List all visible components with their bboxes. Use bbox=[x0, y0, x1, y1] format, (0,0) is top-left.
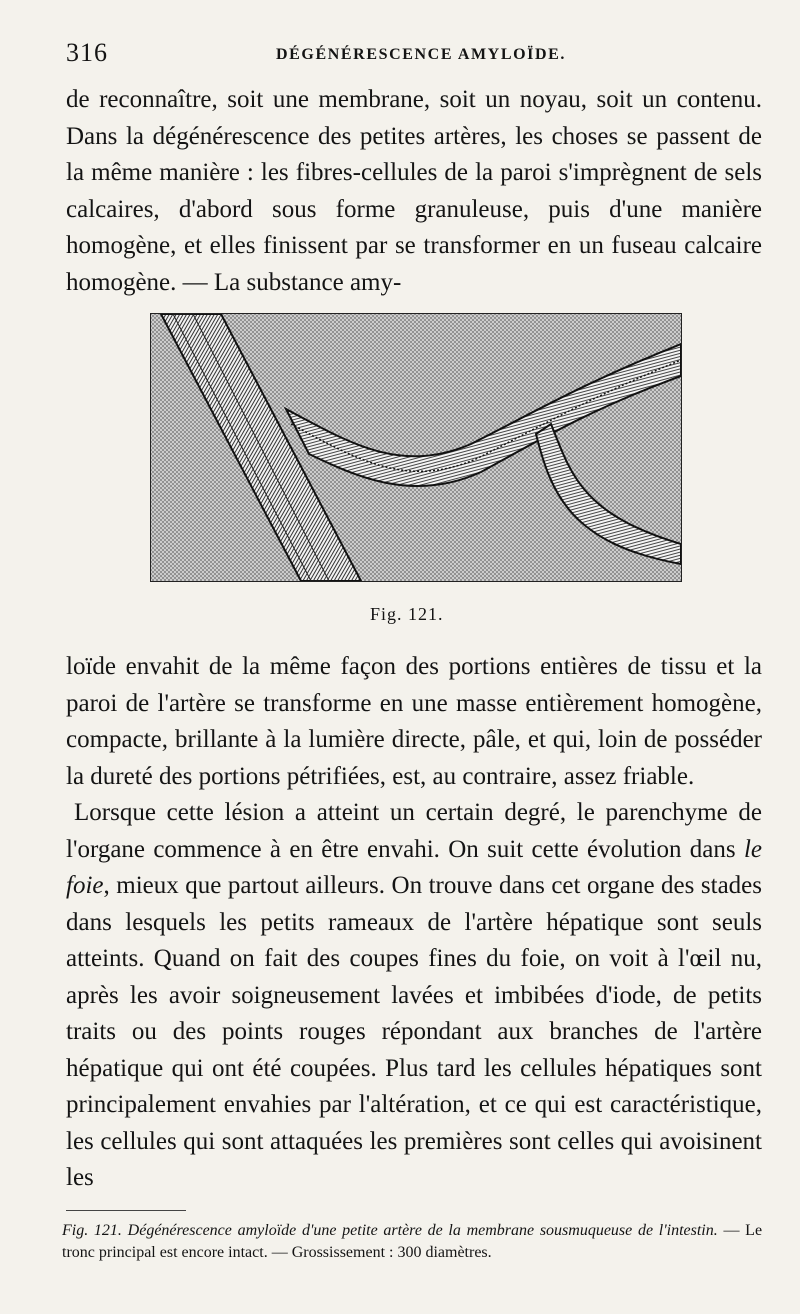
text-block-bottom bbox=[66, 649, 762, 1197]
text-run: , mieux que partout ailleurs. On trouve dans cet organe des stades dans lesquels les petits rameaux de l'artère hépatique sont seuls atteints. Quand on fait des coupes fines du foie, on voit à l'œil nu, après les avoir soigneusement lavées et imbibées d'iode, de petits traits ou des points rouges répondant aux branches de l'artère hépatique qui ont été coupées. Plus tard les cellules hépatiques sont principalement envahies par l'altération, et ce qui est caractéristique, les cellules qui sont attaquées les premières sont celles qui avoisinent les bbox=[66, 872, 762, 1191]
text-block-top bbox=[66, 82, 762, 301]
figure-caption-footnote bbox=[62, 1220, 762, 1264]
paragraph: de reconnaître, soit une membrane, soit un noyau, soit un contenu. Dans la dégénérescence des petites artères, les choses se passent de la même manière : les fibres-cellules de la paroi s'imprègnent de sels calcaires, d'abord sous forme granuleuse, puis d'une manière homogène, et elles finissent par se transformer en un fuseau calcaire homogène. — La substance amy- bbox=[66, 86, 762, 296]
italic-term: le foie bbox=[66, 835, 762, 899]
page-header bbox=[66, 38, 764, 70]
paragraph bbox=[66, 795, 762, 1197]
footnote-divider bbox=[66, 1210, 186, 1211]
artery-illustration bbox=[151, 314, 681, 581]
figure-artery-engraving bbox=[150, 313, 682, 582]
paragraph: loïde envahit de la même façon des portions entières de tissu et la paroi de l'artère se transforme en une masse entièrement homogène, compacte, brillante à la lumière directe, pâle, et qui, loin de posséder la dureté des portions pétrifiées, est, au contraire, assez friable. bbox=[66, 653, 762, 790]
page-number: 316 bbox=[66, 38, 108, 67]
running-title: DÉGÉNÉRESCENCE AMYLOÏDE. bbox=[276, 46, 567, 63]
figure-label: Fig. 121. bbox=[370, 604, 444, 624]
footnote-text: — Le tronc principal est encore intact. — Grossissement : 300 diamètres. bbox=[62, 1222, 763, 1261]
footnote-label: Fig. 121. bbox=[62, 1222, 122, 1239]
text-run: Lorsque cette lésion a atteint un certain degré, le parenchyme de l'organe commence à en être envahi. On suit cette évolution dans bbox=[66, 799, 762, 863]
footnote-italic-text: Dégénérescence amyloïde d'une petite artère de la membrane sousmuqueuse de l'intestin. bbox=[127, 1222, 718, 1239]
